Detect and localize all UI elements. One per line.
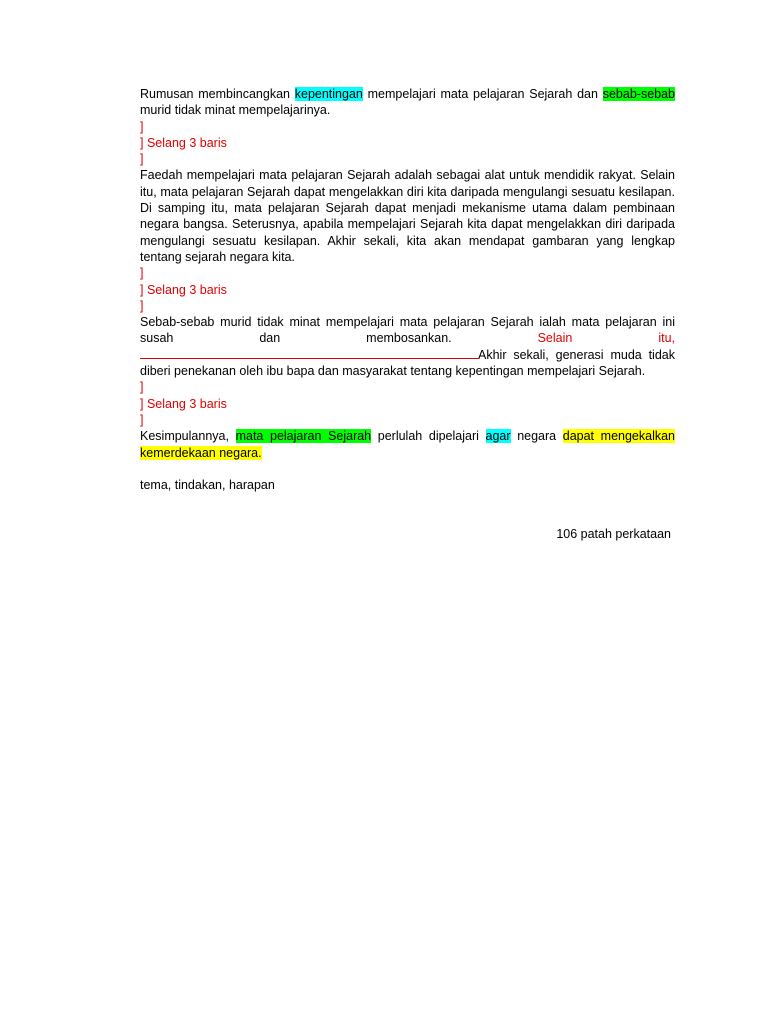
fill-in-blank: [140, 348, 478, 359]
highlight-tema: mata pelajaran Sejarah: [235, 429, 372, 444]
intro-text: Rumusan membincangkan: [140, 87, 295, 101]
spacer-label: ] Selang 3 baris: [140, 396, 227, 411]
document-page: [93, 86, 675, 542]
spacer-bracket: ]: [140, 266, 144, 281]
intro-text: mempelajari mata pelajaran Sejarah dan: [362, 87, 603, 101]
para2-text: Sebab-sebab murid tidak minat mempelajari mata pelajaran Sejarah ialah mata pelajaran ini susah dan membosankan.: [140, 315, 675, 346]
spacer-label: ] Selang 3 baris: [140, 282, 227, 297]
spacer-bracket: ]: [140, 298, 144, 313]
highlight-harapan: dapat mengekalkan kemerdekaan negara.: [140, 429, 676, 460]
body-paragraph-2: [93, 314, 675, 379]
highlight-agar: agar: [485, 429, 511, 444]
blank-line-gap: [93, 510, 675, 526]
word-count: 106 patah perkataan: [556, 527, 671, 542]
highlight-kepentingan: kepentingan: [294, 87, 363, 101]
conclusion-text: negara: [510, 429, 563, 444]
spacer-bracket: ]: [140, 412, 144, 427]
spacer-bracket: ]: [140, 152, 144, 167]
notes-line: tema, tindakan, harapan: [140, 478, 275, 493]
spacer-bracket: ]: [140, 119, 144, 134]
conclusion-text: Kesimpulannya,: [140, 429, 236, 444]
spacer-bracket: ]: [140, 380, 144, 395]
conclusion-text: perlulah dipelajari: [371, 429, 486, 444]
body-paragraph-1: Faedah mempelajari mata pelajaran Sejarah adalah sebagai alat untuk mendidik rakyat. Selain itu, mata pelajaran Sejarah dapat mengelakkan diri kita daripada mengulangi sesuatu kesilapan. Di samping itu, mata pelajaran Sejarah dapat menjadi mekanisme utama dalam pembinaan negara bangsa. Seterusnya, apabila mempelajari Sejarah kita dapat mengelakkan diri daripada mengulangi sesuatu kesilapan. Akhir sekali, kita akan mendapat gambaran yang lengkap tentang sejarah negara kita.: [140, 168, 675, 264]
para2-text: Akhir sekali, generasi muda tidak diberi penekanan oleh ibu bapa dan masyarakat tentang kepentingan mempelajari Sejarah.: [140, 347, 675, 379]
conclusion-paragraph: [93, 428, 675, 461]
blank-line-gap: [93, 493, 675, 509]
red-annotation: Selain itu,: [537, 331, 675, 346]
spacer-label: ] Selang 3 baris: [140, 135, 227, 150]
intro-paragraph: [93, 86, 675, 119]
highlight-sebab-sebab: sebab-sebab: [602, 87, 675, 101]
blank-line-gap: [93, 461, 675, 477]
intro-text: murid tidak minat mempelajarinya.: [140, 103, 331, 118]
